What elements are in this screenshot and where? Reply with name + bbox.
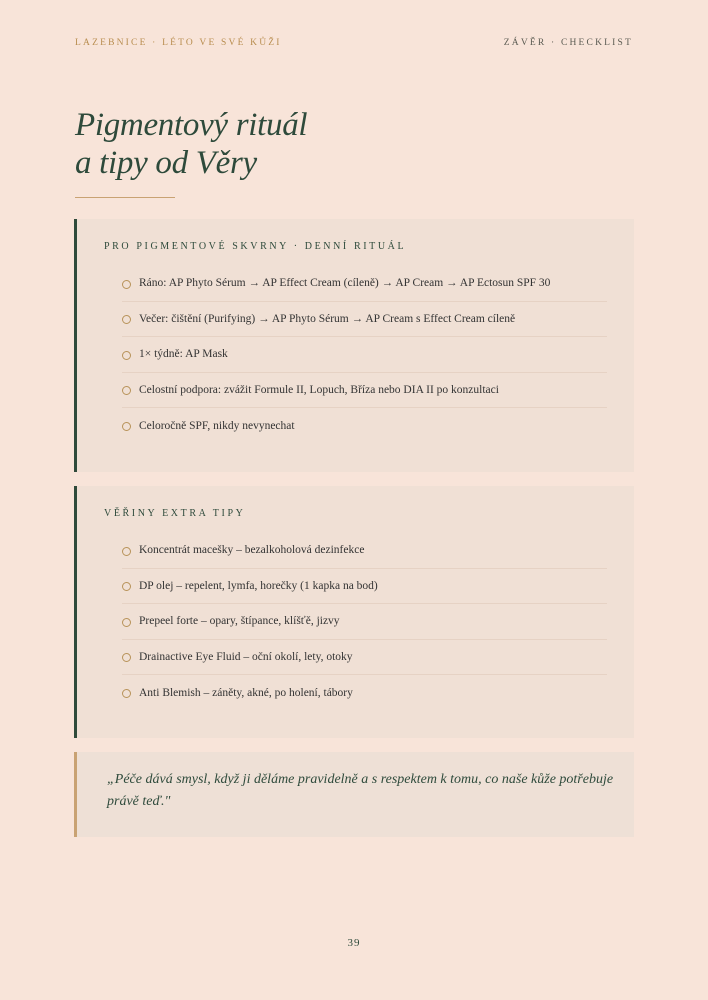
header-left: LAZEBNICE · LÉTO VE SVÉ KŮŽI [75,38,282,48]
checklist-item-text: Večer: čištění (Purifying) → AP Phyto Sérum → AP Cream s Effect Cream cíleně [139,312,516,325]
checklist-item [122,408,607,444]
circle-bullet-icon [122,315,131,324]
checklist-item [122,337,607,373]
checklist-item [122,373,607,409]
vera-tips-card [74,486,634,738]
circle-bullet-icon [122,280,131,289]
checklist-item-text: Ráno: AP Phyto Sérum → AP Effect Cream (cíleně) → AP Cream → AP Ectosun SPF 30 [139,277,551,290]
checklist-item-text: Koncentrát macešky – bezalkoholová dezinfekce [139,544,365,557]
card-title: VĚŘINY EXTRA TIPY [104,508,246,519]
circle-bullet-icon [122,689,131,698]
circle-bullet-icon [122,351,131,360]
checklist-item [122,533,607,569]
circle-bullet-icon [122,422,131,431]
card-title: PRO PIGMENTOVÉ SKVRNY · DENNÍ RITUÁL [104,241,407,252]
page-number: 39 [347,937,361,949]
checklist-item-text: Celostní podpora: zvážit Formule II, Lopuch, Bříza nebo DIA II po konzultaci [139,383,499,396]
page-header [75,38,633,48]
checklist-item [122,266,607,302]
checklist-item [122,640,607,676]
title-divider [75,197,175,198]
circle-bullet-icon [122,653,131,662]
page-title-line-1: Pigmentový rituál [75,107,308,143]
checklist-item-text: Anti Blemish – záněty, akné, po holení, tábory [139,686,353,699]
page-title-line-2: a tipy od Věry [75,145,257,181]
checklist-item-text: Celoročně SPF, nikdy nevynechat [139,419,295,432]
circle-bullet-icon [122,582,131,591]
checklist [122,266,607,444]
checklist [122,533,607,711]
checklist-item-text: DP olej – repelent, lymfa, horečky (1 kapka na bod) [139,579,378,592]
circle-bullet-icon [122,386,131,395]
checklist-item-text: 1× týdně: AP Mask [139,348,228,361]
header-right: ZÁVĚR · CHECKLIST [503,38,633,48]
pigment-ritual-card [74,219,634,472]
page-title [75,106,307,182]
checklist-item [122,675,607,711]
checklist-item-text: Drainactive Eye Fluid – oční okolí, lety, otoky [139,650,353,663]
circle-bullet-icon [122,618,131,627]
circle-bullet-icon [122,547,131,556]
quote-box [74,752,634,837]
quote-text: „Péče dává smysl, když ji děláme pravidelně a s respektem k tomu, co naše kůže potřebuje právě teď." [107,772,614,809]
checklist-item [122,604,607,640]
checklist-item [122,302,607,338]
checklist-item-text: Prepeel forte – opary, štípance, klíšťě, jizvy [139,615,340,628]
checklist-item [122,569,607,605]
